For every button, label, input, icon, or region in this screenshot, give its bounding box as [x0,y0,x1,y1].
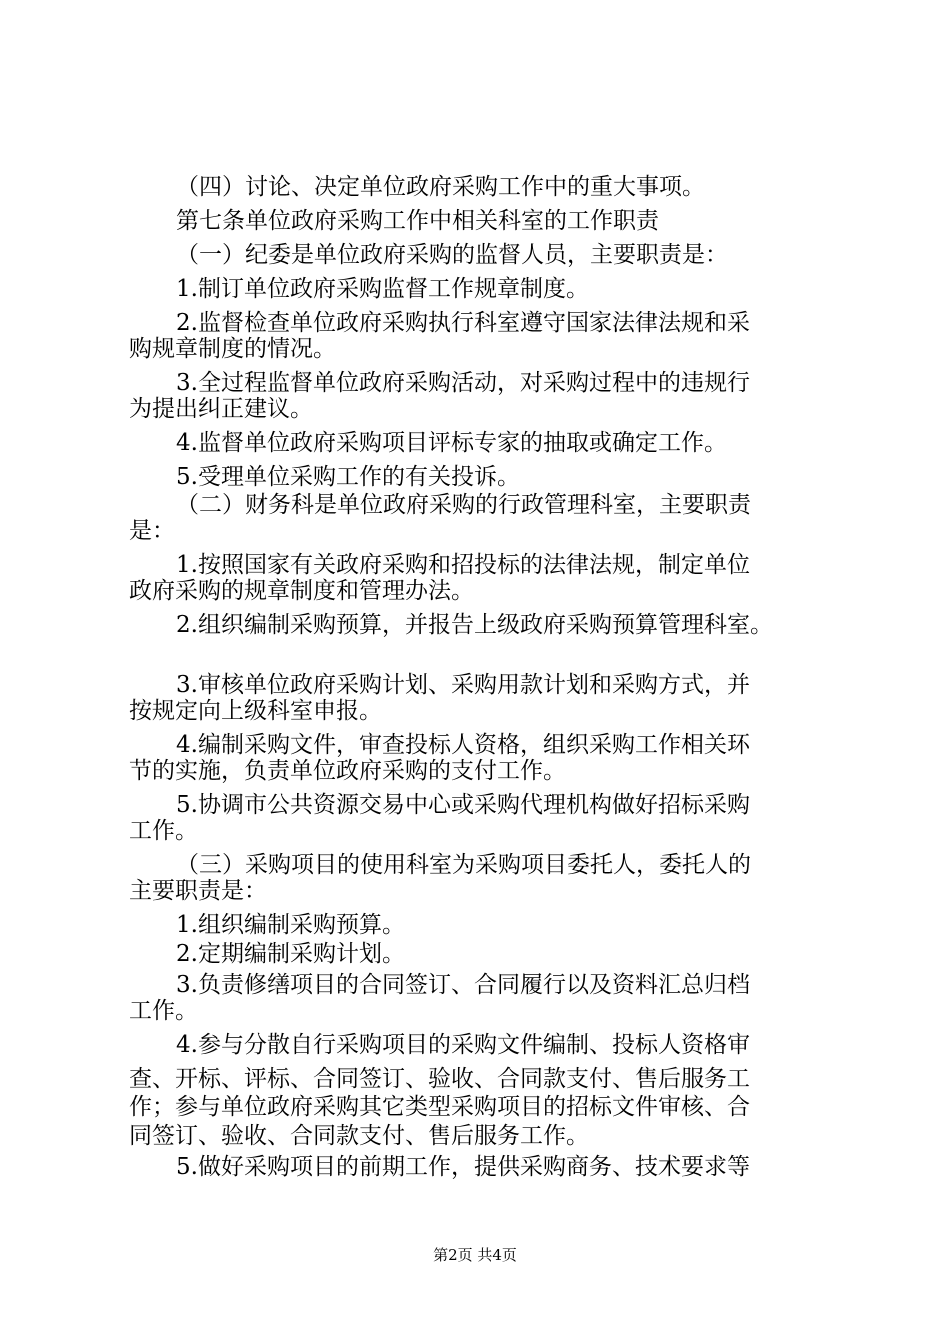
doc-line: 3.全过程监督单位政府采购活动，对采购过程中的违规行 [176,370,750,396]
page-number-footer: 第2页 共4页 [433,1246,517,1264]
doc-line: 政府采购的规章制度和管理办法。 [129,578,474,604]
doc-line: （四）讨论、决定单位政府采购工作中的重大事项。 [176,174,705,200]
doc-line: （一）纪委是单位政府采购的监督人员，主要职责是： [176,242,728,268]
doc-line: 1.按照国家有关政府采购和招投标的法律法规，制定单位 [176,552,750,578]
doc-line: 是： [129,518,175,544]
doc-line: 3.负责修缮项目的合同签订、合同履行以及资料汇总归档 [176,972,750,998]
doc-line: 节的实施，负责单位政府采购的支付工作。 [129,758,566,784]
doc-line: 作；参与单位政府采购其它类型采购项目的招标文件审核、合 [129,1094,750,1120]
doc-line: （三）采购项目的使用科室为采购项目委托人，委托人的 [176,852,751,878]
doc-line: 4.编制采购文件，审查投标人资格，组织采购工作相关环 [176,732,750,758]
doc-line: 2.定期编制采购计划。 [176,941,405,967]
doc-line: 2.监督检查单位政府采购执行科室遵守国家法律法规和采 [176,310,750,336]
doc-line: （二）财务科是单位政府采购的行政管理科室，主要职责 [176,492,751,518]
doc-line: 工作。 [129,818,198,844]
doc-line: 4.参与分散自行采购项目的采购文件编制、投标人资格审 [176,1032,750,1058]
doc-line: 1.组织编制采购预算。 [176,912,405,938]
doc-line: 主要职责是： [129,878,267,904]
doc-line: 查、开标、评标、合同签订、验收、合同款支付、售后服务工 [129,1066,750,1092]
doc-line: 5.受理单位采购工作的有关投诉。 [176,464,520,490]
doc-line: 4.监督单位政府采购项目评标专家的抽取或确定工作。 [176,430,727,456]
doc-line: 工作。 [129,998,198,1024]
doc-line: 为提出纠正建议。 [129,396,313,422]
doc-line: 2.组织编制采购预算，并报告上级政府采购预算管理科室。 [176,612,773,638]
doc-line: 5.协调市公共资源交易中心或采购代理机构做好招标采购 [176,792,750,818]
doc-line: 第七条单位政府采购工作中相关科室的工作职责 [176,208,659,234]
doc-line: 同签订、验收、合同款支付、售后服务工作。 [129,1123,589,1149]
doc-line: 购规章制度的情况。 [129,336,336,362]
doc-line: 按规定向上级科室申报。 [129,698,382,724]
doc-line: 1.制订单位政府采购监督工作规章制度。 [176,276,589,302]
doc-line: 5.做好采购项目的前期工作，提供采购商务、技术要求等 [176,1154,750,1180]
doc-line: 3.审核单位政府采购计划、采购用款计划和采购方式，并 [176,672,750,698]
